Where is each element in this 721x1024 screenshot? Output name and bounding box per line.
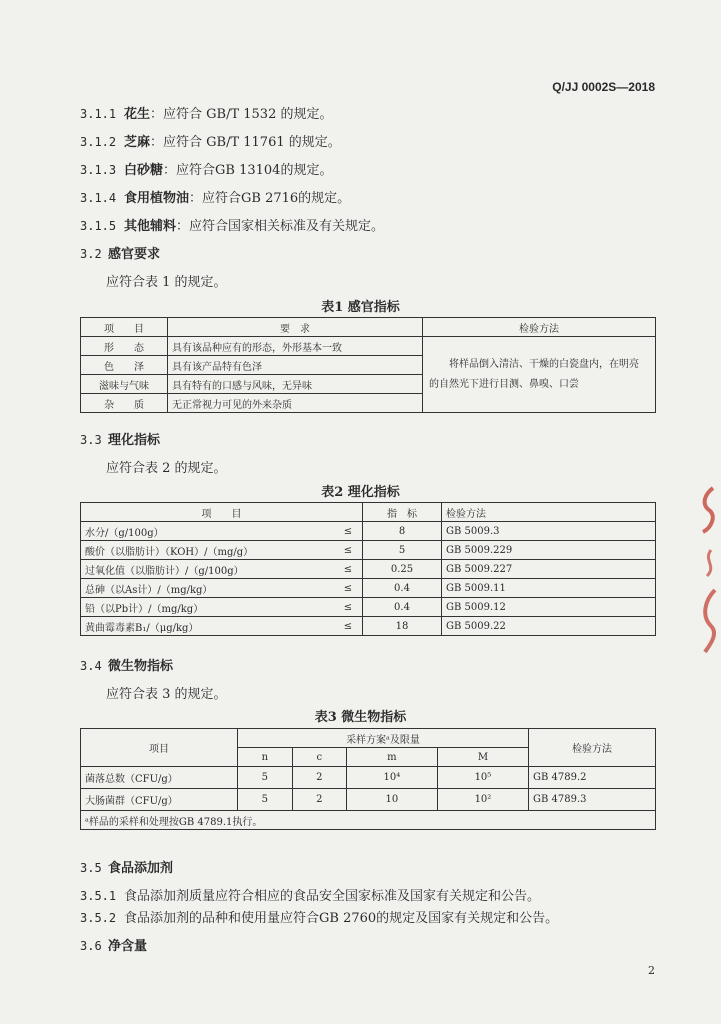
section-3-3-body: 应符合表 2 的规定。 [106,461,227,476]
table3-cell-m: 10⁴ [346,767,437,789]
table3-header-c: c [292,748,346,767]
table2-cell-op: ≤ [334,522,363,541]
clause-3-1-4 [80,187,350,206]
table2-cell-method: GB 5009.11 [442,579,656,598]
section-3-3-heading [80,429,160,448]
section-number: 3.2 [80,247,102,261]
table3-cell-n: 5 [238,789,293,811]
table1-cell-req: 无正常视力可见的外来杂质 [168,394,423,413]
section-number: 3.4 [80,659,102,673]
clause-keyword: 其他辅料 [124,219,177,234]
section-number: 3.5 [80,861,102,875]
table2-header-method: 检验方法 [442,503,656,522]
seal-stamp-fragment [691,480,721,660]
section-title: 理化指标 [108,433,161,448]
table2-cell-item: 水分/（g/100g） [81,522,335,541]
section-number: 3.6 [80,939,102,953]
table2-cell-value: 0.4 [363,598,442,617]
table2-title: 表2 理化指标 [321,485,400,500]
table3-header-item: 项目 [81,729,238,767]
table1-cell-item: 滋味与气味 [81,375,168,394]
clause-number: 3.5.2 [80,911,117,925]
table3-cell-item: 菌落总数（CFU/g） [81,767,238,789]
page-number: 2 [648,964,655,977]
table2-cell-op: ≤ [334,579,363,598]
table3-cell-n: 5 [238,767,293,789]
table2-cell-method: GB 5009.3 [442,522,656,541]
clause-3-1-3 [80,159,332,178]
table1-title: 表1 感官指标 [321,300,400,315]
clause-number: 3.1.1 [80,107,117,121]
section-title: 微生物指标 [108,659,174,674]
table3-header-method: 检验方法 [529,729,656,767]
table2-cell-item: 过氧化值（以脂肪计）/（g/100g） [81,560,335,579]
clause-number: 3.1.4 [80,191,117,205]
section-3-2-heading [80,243,160,262]
table1-cell-item: 形 态 [81,337,168,356]
section-3-4-body: 应符合表 3 的规定。 [106,687,227,702]
clause-3-1-1 [80,103,333,122]
table3-footnote: ᵃ样品的采样和处理按GB 4789.1执行。 [81,811,656,830]
clause-number: 3.1.5 [80,219,117,233]
clause-text: ：应符合 GB/T 1532 的规定。 [150,107,333,122]
table2-cell-item: 酸价（以脂肪计）（KOH）/（mg/g） [81,541,335,560]
table2-cell-op: ≤ [334,560,363,579]
table1-cell-req: 具有该产品特有色泽 [168,356,423,375]
table1-cell-item: 色 泽 [81,356,168,375]
table2-cell-value: 8 [363,522,442,541]
clause-3-5-2 [80,907,558,926]
clause-keyword: 食用植物油 [124,191,190,206]
table3-cell-method: GB 4789.3 [529,789,656,811]
table2-cell-op: ≤ [334,598,363,617]
section-3-2-body: 应符合表 1 的规定。 [106,275,227,290]
section-title: 感官要求 [108,247,161,262]
table3-cell-m: 10 [346,789,437,811]
table1-cell-req: 具有特有的口感与风味，无异味 [168,375,423,394]
clause-keyword: 花生 [124,107,151,122]
clause-text: 食品添加剂的品种和使用量应符合GB 2760的规定及国家有关规定和公告。 [124,911,559,926]
table3-cell-M: 10⁵ [437,767,528,789]
table3-cell-c: 2 [292,789,346,811]
table1-sensory [80,317,656,413]
table2-cell-value: 0.25 [363,560,442,579]
section-number: 3.3 [80,433,102,447]
clause-number: 3.5.1 [80,889,117,903]
table3-microbiological [80,728,656,830]
clause-text: ：应符合GB 2716的规定。 [189,191,351,206]
clause-3-1-5 [80,215,384,234]
table1-cell-method [423,337,656,413]
clause-keyword: 芝麻 [124,135,151,150]
table3-cell-M: 10² [437,789,528,811]
clause-text: ：应符合国家相关标准及有关规定。 [176,219,385,234]
table3-cell-method: GB 4789.2 [529,767,656,789]
section-title: 净含量 [108,939,148,954]
clause-text: 食品添加剂质量应符合相应的食品安全国家标准及国家有关规定和公告。 [124,889,541,904]
table2-cell-method: GB 5009.22 [442,617,656,636]
table2-cell-value: 5 [363,541,442,560]
clause-3-5-1 [80,885,540,904]
table3-title: 表3 微生物指标 [314,710,407,725]
table1-header-item: 项 目 [81,318,168,337]
section-title: 食品添加剂 [108,861,174,876]
table2-cell-method: GB 5009.229 [442,541,656,560]
table2-cell-item: 总砷（以As计）/（mg/kg） [81,579,335,598]
table2-cell-op: ≤ [334,541,363,560]
table1-header-req: 要 求 [168,318,423,337]
table2-cell-value: 18 [363,617,442,636]
table1-method-line1: 将样品倒入清洁、干燥的白瓷盘内，在明亮 [449,358,639,370]
clause-3-1-2 [80,131,341,150]
section-3-4-heading [80,655,173,674]
clause-number: 3.1.2 [80,135,117,149]
table3-header-M: M [437,748,528,767]
section-3-5-heading [80,857,173,876]
table1-cell-req: 具有该品种应有的形态，外形基本一致 [168,337,423,356]
table2-cell-value: 0.4 [363,579,442,598]
clause-keyword: 白砂糖 [124,163,164,178]
table1-header-method: 检验方法 [423,318,656,337]
table2-cell-item: 黄曲霉毒素B₁/（μg/kg） [81,617,335,636]
table3-header-m: m [346,748,437,767]
table3-header-plan: 采样方案ᵃ及限量 [238,729,529,748]
clause-text: ：应符合 GB/T 11761 的规定。 [150,135,341,150]
section-3-6-heading [80,935,147,954]
table2-header-index: 指 标 [363,503,442,522]
table2-header-item: 项 目 [81,503,363,522]
table3-header-n: n [238,748,293,767]
table3-cell-c: 2 [292,767,346,789]
table2-cell-method: GB 5009.227 [442,560,656,579]
table2-cell-method: GB 5009.12 [442,598,656,617]
table2-cell-op: ≤ [334,617,363,636]
table2-cell-item: 铅（以Pb计）/（mg/kg） [81,598,335,617]
clause-text: ：应符合GB 13104的规定。 [163,163,333,178]
standard-code: Q/JJ 0002S—2018 [552,80,655,94]
clause-number: 3.1.3 [80,163,117,177]
table3-cell-item: 大肠菌群（CFU/g） [81,789,238,811]
table2-physicochemical [80,502,656,636]
table1-method-line2: 的自然光下进行目测、鼻嗅、口尝 [429,378,579,390]
table1-cell-item: 杂 质 [81,394,168,413]
